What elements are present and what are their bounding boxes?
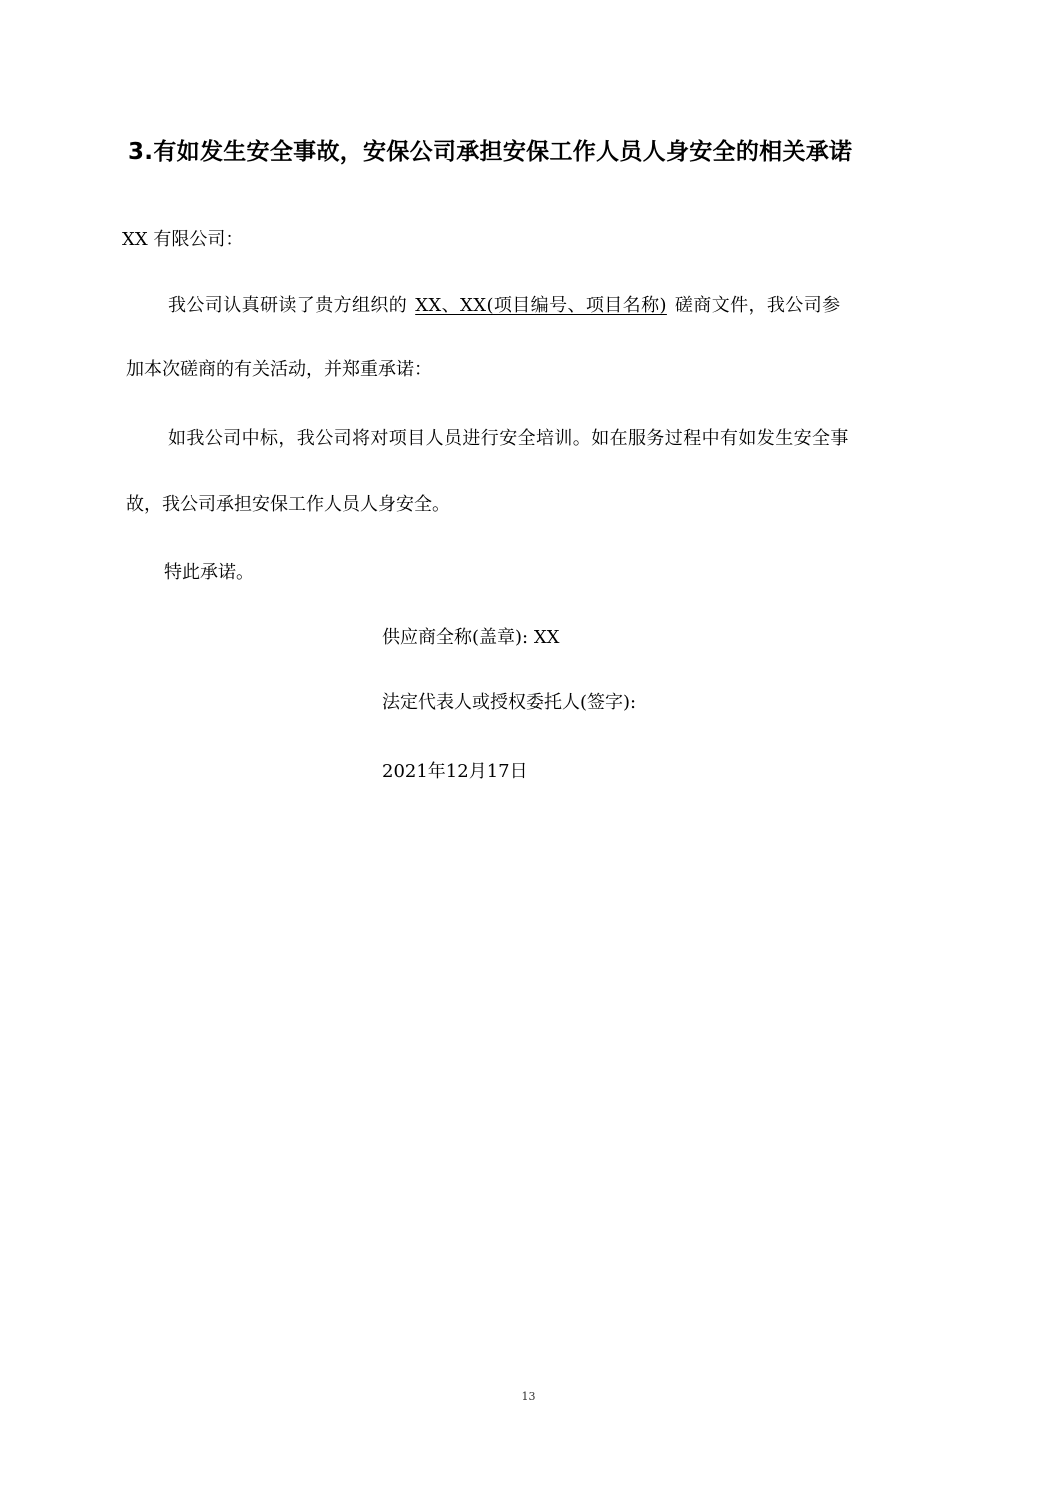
supplier-name-line: 供应商全称(盖章): XX [382,627,560,648]
paragraph-2-line-1: 如我公司中标，我公司将对项目人员进行安全培训。如在服务过程中有如发生安全事 [168,428,849,449]
paragraph-1-line-1 [168,293,841,319]
paragraph-1-before: 我公司认真研读了贵方组织的 [168,295,408,316]
project-reference: XX、XX(项目编号、项目名称) [415,295,667,316]
signature-date: 2021年12月17日 [382,761,528,782]
paragraph-2-line-2: 故，我公司承担安保工作人员人身安全。 [126,494,450,515]
addressee: XX 有限公司： [122,229,244,250]
paragraph-1-line-2: 加本次磋商的有关活动，并郑重承诺： [126,359,432,380]
representative-signature-line: 法定代表人或授权委托人(签字): [382,692,637,713]
page-number: 13 [521,1390,536,1403]
section-heading: 3.有如发生安全事故，安保公司承担安保工作人员人身安全的相关承诺 [128,139,853,165]
paragraph-1-after: 磋商文件，我公司参 [674,295,841,316]
closing-statement: 特此承诺。 [164,562,254,583]
